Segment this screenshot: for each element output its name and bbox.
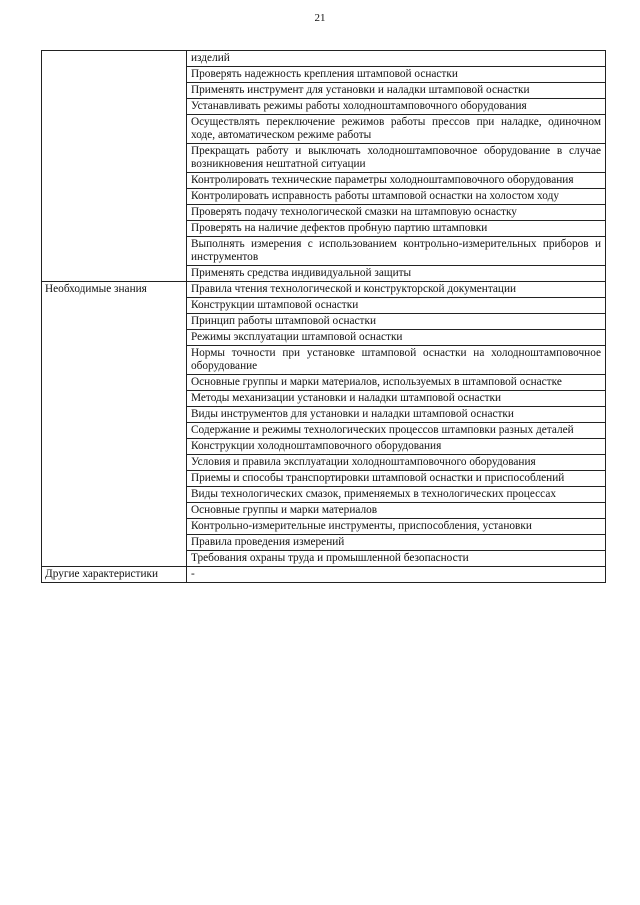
group-label: Необходимые знания [42,282,187,298]
requirement-text: Правила проведения измерений [187,535,606,551]
group-label-continuation [42,115,187,144]
group-label-continuation [42,519,187,535]
table-row [42,551,606,567]
group-label-continuation [42,237,187,266]
table-row [42,567,606,583]
group-label-continuation [42,99,187,115]
group-label-continuation [42,314,187,330]
requirement-text: Виды технологических смазок, применяемых в технологических процессах [187,487,606,503]
requirement-text: Контролировать технические параметры холодноштамповочного оборудования [187,173,606,189]
group-label-continuation [42,407,187,423]
table-row [42,298,606,314]
group-label [42,51,187,67]
table-row [42,439,606,455]
requirement-text: Условия и правила эксплуатации холодноштамповочного оборудования [187,455,606,471]
group-label-continuation [42,423,187,439]
requirement-text: изделий [187,51,606,67]
group-label-continuation [42,330,187,346]
requirement-text: Выполнять измерения с использованием контрольно-измерительных приборов и инструментов [187,237,606,266]
requirement-text: Применять инструмент для установки и наладки штамповой оснастки [187,83,606,99]
group-label-continuation [42,83,187,99]
table-row [42,144,606,173]
group-label-continuation [42,487,187,503]
requirement-text: Применять средства индивидуальной защиты [187,266,606,282]
page-number: 21 [314,12,326,24]
table-row [42,346,606,375]
requirement-text: Требования охраны труда и промышленной безопасности [187,551,606,567]
group-label-continuation [42,503,187,519]
group-label-continuation [42,221,187,237]
group-label-continuation [42,205,187,221]
requirement-text: Основные группы и марки материалов, используемых в штамповой оснастке [187,375,606,391]
requirement-text: Принцип работы штамповой оснастки [187,314,606,330]
group-label-continuation [42,189,187,205]
group-label-continuation [42,439,187,455]
table-row [42,67,606,83]
table-row [42,535,606,551]
requirement-text: Проверять на наличие дефектов пробную партию штамповки [187,221,606,237]
group-label-continuation [42,551,187,567]
requirement-text: Устанавливать режимы работы холодноштамповочного оборудования [187,99,606,115]
table-row [42,115,606,144]
requirement-text: Правила чтения технологической и конструкторской документации [187,282,606,298]
requirement-text: Режимы эксплуатации штамповой оснастки [187,330,606,346]
table-row [42,330,606,346]
table-row [42,423,606,439]
table-row [42,503,606,519]
group-label-continuation [42,455,187,471]
table-row [42,173,606,189]
table-row [42,487,606,503]
group-label-continuation [42,298,187,314]
requirement-text: Методы механизации установки и наладки штамповой оснастки [187,391,606,407]
group-label-continuation [42,346,187,375]
group-label: Другие характеристики [42,567,187,583]
requirement-text: - [187,567,606,583]
table-row [42,471,606,487]
requirement-text: Прекращать работу и выключать холодноштамповочное оборудование в случае возникновения нештатной ситуации [187,144,606,173]
table-row [42,314,606,330]
table-row [42,391,606,407]
group-label-continuation [42,471,187,487]
table-row [42,237,606,266]
requirement-text: Нормы точности при установке штамповой оснастки на холодноштамповочное оборудование [187,346,606,375]
table-row [42,407,606,423]
requirement-text: Конструкции холодноштамповочного оборудования [187,439,606,455]
table-row [42,83,606,99]
table-row [42,189,606,205]
requirement-text: Содержание и режимы технологических процессов штамповки разных деталей [187,423,606,439]
group-label-continuation [42,375,187,391]
group-label-continuation [42,391,187,407]
requirement-text: Контрольно-измерительные инструменты, приспособления, установки [187,519,606,535]
group-label-continuation [42,535,187,551]
requirement-text: Проверять надежность крепления штамповой оснастки [187,67,606,83]
group-label-continuation [42,144,187,173]
group-label-continuation [42,173,187,189]
table-row [42,282,606,298]
requirement-text: Контролировать исправность работы штамповой оснастки на холостом ходу [187,189,606,205]
requirement-text: Приемы и способы транспортировки штамповой оснастки и приспособлений [187,471,606,487]
group-label-continuation [42,266,187,282]
table-row [42,375,606,391]
table-row [42,205,606,221]
requirement-text: Осуществлять переключение режимов работы прессов при наладке, одиночном ходе, автоматическом режиме работы [187,115,606,144]
table-row [42,221,606,237]
requirements-table-body [42,51,606,583]
table-row [42,99,606,115]
requirement-text: Виды инструментов для установки и наладки штамповой оснастки [187,407,606,423]
table-row [42,519,606,535]
table-row [42,455,606,471]
requirements-table [41,50,606,583]
requirement-text: Конструкции штамповой оснастки [187,298,606,314]
table-row [42,266,606,282]
requirement-text: Проверять подачу технологической смазки на штамповую оснастку [187,205,606,221]
table-row [42,51,606,67]
group-label-continuation [42,67,187,83]
requirement-text: Основные группы и марки материалов [187,503,606,519]
